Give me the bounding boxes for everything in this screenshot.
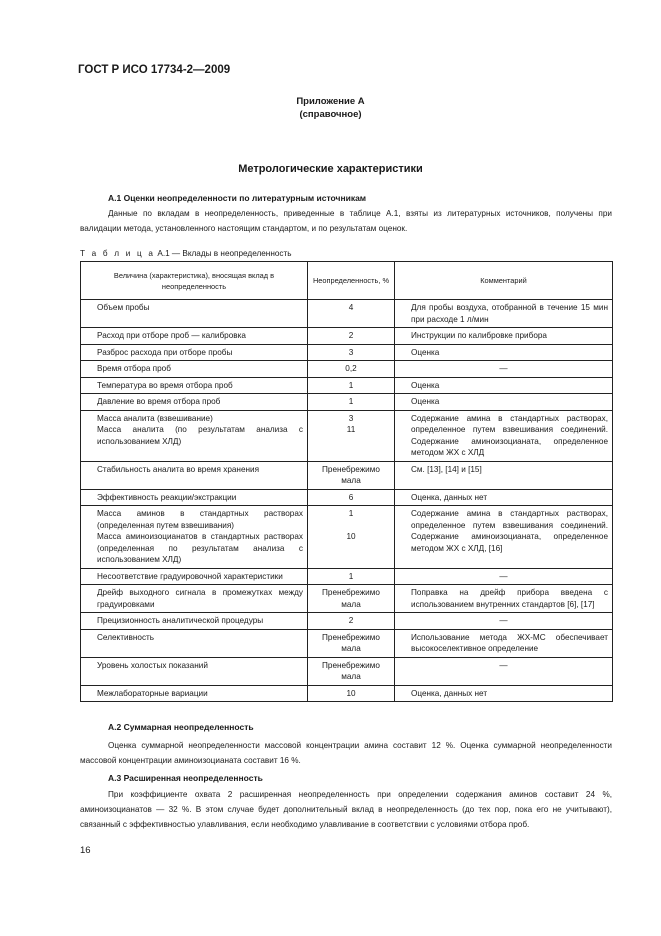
comment-cell xyxy=(395,568,613,585)
table-row xyxy=(81,377,613,394)
parameter-cell xyxy=(81,361,308,378)
comment-cell xyxy=(395,394,613,411)
comment-cell xyxy=(395,506,613,569)
section-a2-paragraph xyxy=(80,738,612,768)
comment-text: Поправка на дрейф прибора введена с использованием внутренних стандартов [6], [17] xyxy=(411,588,608,609)
parameter-cell xyxy=(81,328,308,345)
page-number: 16 xyxy=(80,845,91,856)
comment-text: Инструкции по калибровке прибора xyxy=(411,331,547,340)
uncertainty-cell xyxy=(308,410,395,461)
section-a1-heading: А.1 Оценки неопределенности по литературным источникам xyxy=(108,193,367,203)
uncertainty-value: 1 xyxy=(348,380,354,390)
parameter-cell xyxy=(81,461,308,489)
parameter-cell xyxy=(81,685,308,702)
comment-text: — xyxy=(499,571,508,581)
table-row xyxy=(81,489,613,506)
section-a2-heading: А.2 Суммарная неопределенность xyxy=(108,722,254,732)
document-header: ГОСТ Р ИСО 17734-2—2009 xyxy=(78,64,231,76)
table-row xyxy=(81,585,613,613)
comment-text: Оценка xyxy=(411,347,440,357)
uncertainty-value: 0,2 xyxy=(345,364,357,373)
parameter-name-secondary: Масса аналита (по результатам анализа с использованием ХЛД) xyxy=(97,425,303,446)
uncertainty-cell xyxy=(308,394,395,411)
parameter-cell xyxy=(81,377,308,394)
parameter-name: Несоответствие градуировочной характеристики xyxy=(97,571,283,581)
table-caption xyxy=(80,249,292,258)
uncertainty-value: Пренебрежимо мала xyxy=(322,588,380,609)
uncertainty-cell xyxy=(308,657,395,685)
uncertainty-value-secondary: 10 xyxy=(346,531,356,541)
table-caption-text: А.1 — Вклады в неопределенность xyxy=(155,249,292,258)
comment-text: Использование метода ЖХ-МС обеспечивает высокоселективное определение xyxy=(411,632,608,653)
section-a1-text: Данные по вкладам в неопределенность, приведенные в таблице А.1, взяты из литературных источников, получены при валидации метода, установленного настоящим стандартом, и по результатам оценок. xyxy=(80,209,612,233)
column-header: Неопределенность, % xyxy=(308,262,395,300)
uncertainty-table xyxy=(80,261,613,702)
parameter-name: Уровень холостых показаний xyxy=(97,660,208,670)
parameter-name: Дрейф выходного сигнала в промежутках между градуировками xyxy=(97,588,303,609)
parameter-cell xyxy=(81,585,308,613)
column-header: Величина (характеристика), вносящая вклад в неопределенность xyxy=(81,262,308,300)
parameter-cell xyxy=(81,300,308,328)
page-title: Метрологические характеристики xyxy=(238,163,423,175)
uncertainty-cell xyxy=(308,461,395,489)
parameter-name: Масса аналита (взвешивание) xyxy=(97,413,213,423)
table-row xyxy=(81,629,613,657)
uncertainty-value: 1 xyxy=(348,509,354,518)
table-row xyxy=(81,568,613,585)
uncertainty-cell xyxy=(308,328,395,345)
table-caption-prefix: Т а б л и ц а xyxy=(80,249,156,258)
uncertainty-value: 2 xyxy=(348,616,354,625)
parameter-name: Разброс расхода при отборе пробы xyxy=(97,347,233,357)
uncertainty-cell xyxy=(308,568,395,585)
comment-cell xyxy=(395,629,613,657)
comment-cell xyxy=(395,585,613,613)
uncertainty-cell xyxy=(308,629,395,657)
uncertainty-value: 3 xyxy=(348,413,354,423)
uncertainty-cell xyxy=(308,585,395,613)
comment-text: Оценка, данных нет xyxy=(411,688,488,698)
parameter-cell xyxy=(81,657,308,685)
appendix-type: (справочное) xyxy=(299,109,362,120)
uncertainty-value-secondary: 11 xyxy=(346,425,356,434)
parameter-name: Межлабораторные вариации xyxy=(97,688,208,698)
table-row xyxy=(81,344,613,361)
comment-text: Содержание амина в стандартных растворах, определенное путем взвешивания соединений. Содержание аминоизоцианата, определенное методом ЖХ с ХЛД xyxy=(411,413,608,457)
comment-cell xyxy=(395,344,613,361)
section-a3-text: При коэффициенте охвата 2 расширенная неопределенность при определении содержания аминов составит 24 %, аминоизоцианатов — 32 %. В этом случае будет дополнительный вклад в неопределенность (до тех пор, пока его не учитывают), связанный с эффективностью улавливания, если необходимо улавливание в соответствии с условиями отбора проб. xyxy=(80,790,612,829)
comment-text: Для пробы воздуха, отобранной в течение 15 мин при расходе 1 л/мин xyxy=(411,303,608,324)
comment-cell xyxy=(395,489,613,506)
comment-text: — xyxy=(499,616,508,625)
column-header: Комментарий xyxy=(395,262,613,300)
table-row xyxy=(81,685,613,702)
parameter-cell xyxy=(81,629,308,657)
parameter-name: Масса аминов в стандартных растворах (определенная путем взвешивания) xyxy=(97,509,303,530)
table-header-row xyxy=(81,262,613,300)
table-row xyxy=(81,506,613,569)
parameter-name: Давление во время отбора проб xyxy=(97,397,221,406)
table-row xyxy=(81,461,613,489)
table-row xyxy=(81,361,613,378)
comment-cell xyxy=(395,300,613,328)
table-row xyxy=(81,300,613,328)
uncertainty-value: 10 xyxy=(346,688,356,698)
comment-text: Содержание амина в стандартных растворах, определенное путем взвешивания соединений. Содержание аминоизоцианата, определенное методом ЖХ с ХЛД, [16] xyxy=(411,509,608,553)
parameter-cell xyxy=(81,568,308,585)
section-a2-text: Оценка суммарной неопределенности массовой концентрации амина составит 12 %. Оценка суммарной неопределенности массовой концентрации аминоизоцианата составит 16 %. xyxy=(80,741,612,765)
parameter-name: Температура во время отбора проб xyxy=(97,380,233,390)
uncertainty-value: 2 xyxy=(348,331,354,340)
table-body xyxy=(81,300,613,702)
section-a3-paragraph xyxy=(80,787,612,832)
uncertainty-value: 1 xyxy=(348,571,354,581)
comment-text: Оценка xyxy=(411,397,440,406)
table-row xyxy=(81,328,613,345)
table-row xyxy=(81,410,613,461)
comment-cell xyxy=(395,377,613,394)
parameter-name: Эффективность реакции/экстракции xyxy=(97,492,237,502)
comment-cell xyxy=(395,613,613,630)
comment-text: Оценка xyxy=(411,380,440,390)
parameter-name: Расход при отборе проб — калибровка xyxy=(97,331,246,340)
comment-text: — xyxy=(499,364,508,373)
parameter-cell xyxy=(81,394,308,411)
uncertainty-value: 4 xyxy=(348,303,354,312)
uncertainty-value: Пренебрежимо мала xyxy=(322,632,380,653)
uncertainty-cell xyxy=(308,613,395,630)
parameter-name: Селективность xyxy=(97,632,155,642)
parameter-name-secondary: Масса аминоизоцианатов в стандартных растворах (определенная по результатам анализа с использованием ХЛД) xyxy=(97,532,303,564)
uncertainty-cell xyxy=(308,685,395,702)
table-row xyxy=(81,394,613,411)
comment-text: Оценка, данных нет xyxy=(411,492,488,502)
comment-cell xyxy=(395,328,613,345)
uncertainty-cell xyxy=(308,377,395,394)
comment-text: — xyxy=(499,660,508,670)
section-a3-heading: А.3 Расширенная неопределенность xyxy=(108,773,263,783)
parameter-cell xyxy=(81,489,308,506)
comment-cell xyxy=(395,461,613,489)
parameter-name: Объем пробы xyxy=(97,303,150,312)
comment-cell xyxy=(395,410,613,461)
parameter-cell xyxy=(81,506,308,569)
parameter-name: Стабильность аналита во время хранения xyxy=(97,464,260,474)
table-row xyxy=(81,657,613,685)
parameter-cell xyxy=(81,344,308,361)
uncertainty-cell xyxy=(308,300,395,328)
parameter-cell xyxy=(81,613,308,630)
appendix-label: Приложение А xyxy=(296,96,365,107)
parameter-cell xyxy=(81,410,308,461)
comment-cell xyxy=(395,361,613,378)
uncertainty-value: Пренебрежимо мала xyxy=(322,464,380,485)
uncertainty-cell xyxy=(308,506,395,569)
uncertainty-cell xyxy=(308,361,395,378)
table-row xyxy=(81,613,613,630)
section-a1-paragraph xyxy=(80,206,612,236)
comment-text: См. [13], [14] и [15] xyxy=(411,464,482,474)
uncertainty-value: 1 xyxy=(348,397,354,406)
comment-cell xyxy=(395,657,613,685)
uncertainty-cell xyxy=(308,344,395,361)
parameter-name: Прецизионность аналитической процедуры xyxy=(97,616,264,625)
parameter-name: Время отбора проб xyxy=(97,364,171,373)
comment-cell xyxy=(395,685,613,702)
uncertainty-cell xyxy=(308,489,395,506)
uncertainty-value: 6 xyxy=(348,492,354,502)
uncertainty-value: 3 xyxy=(348,347,354,357)
uncertainty-value: Пренебрежимо мала xyxy=(322,660,380,681)
